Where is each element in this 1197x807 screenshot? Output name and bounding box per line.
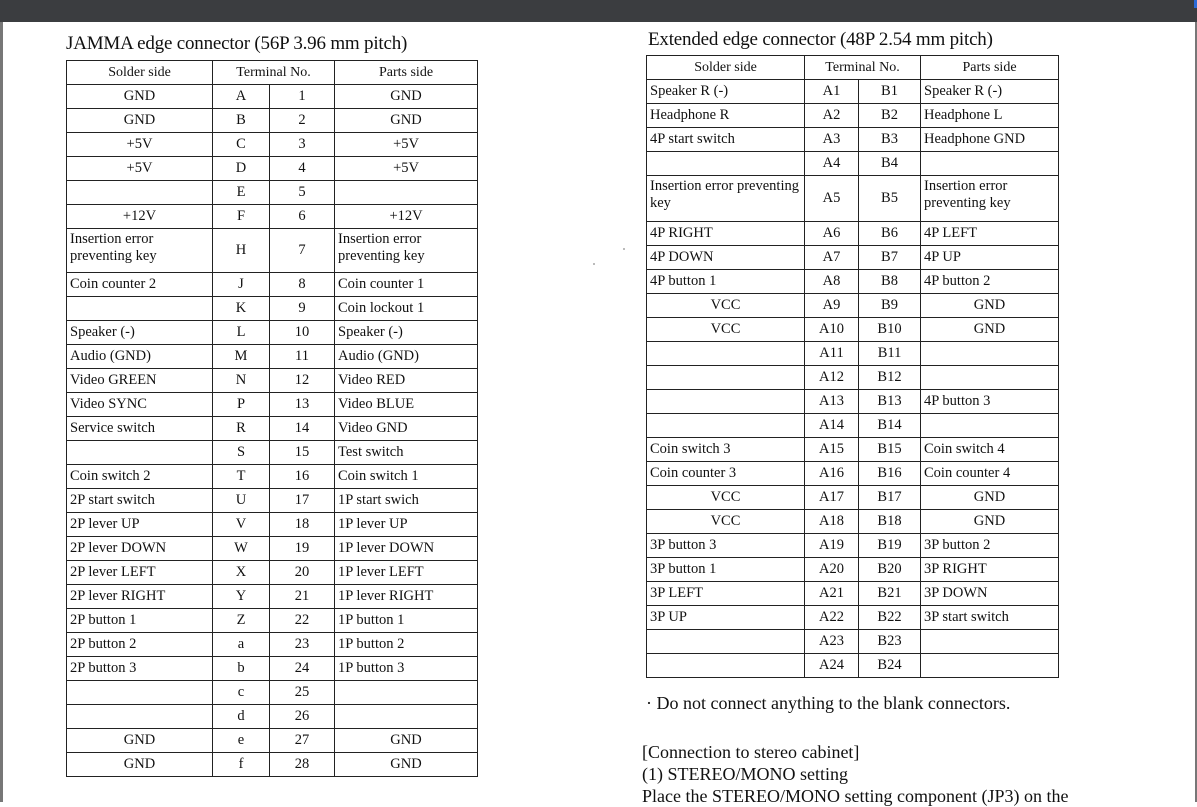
parts-side-cell: GND <box>335 729 478 753</box>
table-row <box>67 609 478 633</box>
terminal-cell: B19 <box>859 534 921 558</box>
solder-side-cell: VCC <box>647 486 805 510</box>
terminal-cell: 4 <box>270 157 335 181</box>
table-row <box>647 270 1059 294</box>
parts-side-cell <box>921 630 1059 654</box>
terminal-cell: B16 <box>859 462 921 486</box>
parts-side-cell: 3P RIGHT <box>921 558 1059 582</box>
table-row <box>647 630 1059 654</box>
parts-side-cell: GND <box>921 486 1059 510</box>
terminal-cell: A5 <box>805 176 859 222</box>
parts-side-cell: GND <box>335 109 478 133</box>
terminal-cell: A22 <box>805 606 859 630</box>
terminal-cell: 21 <box>270 585 335 609</box>
solder-side-cell: Video SYNC <box>67 393 213 417</box>
parts-side-cell <box>921 654 1059 678</box>
solder-side-cell: 4P RIGHT <box>647 222 805 246</box>
terminal-cell: B8 <box>859 270 921 294</box>
table-row <box>647 366 1059 390</box>
table-row <box>67 681 478 705</box>
parts-side-cell: Headphone GND <box>921 128 1059 152</box>
terminal-cell: 6 <box>270 205 335 229</box>
stereo-cabinet-heading: [Connection to stereo cabinet] <box>642 742 860 762</box>
terminal-cell: B24 <box>859 654 921 678</box>
parts-side-cell: Coin counter 4 <box>921 462 1059 486</box>
terminal-cell: 15 <box>270 441 335 465</box>
solder-side-cell: VCC <box>647 294 805 318</box>
parts-side-cell <box>335 705 478 729</box>
terminal-cell: A3 <box>805 128 859 152</box>
solder-side-cell: 3P LEFT <box>647 582 805 606</box>
solder-side-cell: 2P lever DOWN <box>67 537 213 561</box>
table-row <box>647 414 1059 438</box>
jamma-table-title: JAMMA edge connector (56P 3.96 mm pitch) <box>66 33 408 54</box>
parts-side-cell <box>921 414 1059 438</box>
solder-side-cell: 2P button 3 <box>67 657 213 681</box>
parts-side-cell: Coin switch 4 <box>921 438 1059 462</box>
terminal-cell: B2 <box>859 104 921 128</box>
solder-side-cell: Insertion error preventing key <box>647 176 805 222</box>
terminal-cell: B11 <box>859 342 921 366</box>
terminal-cell: A13 <box>805 390 859 414</box>
terminal-cell: N <box>213 369 270 393</box>
terminal-cell: 23 <box>270 633 335 657</box>
solder-side-cell: Coin switch 3 <box>647 438 805 462</box>
terminal-cell: B13 <box>859 390 921 414</box>
terminal-cell: A14 <box>805 414 859 438</box>
parts-side-cell: GND <box>335 85 478 109</box>
blank-connector-note: · Do not connect anything to the blank connectors. <box>646 693 1011 713</box>
terminal-cell: V <box>213 513 270 537</box>
solder-side-cell <box>647 152 805 176</box>
parts-side-cell: Video BLUE <box>335 393 478 417</box>
terminal-cell: A1 <box>805 80 859 104</box>
parts-side-cell: 4P LEFT <box>921 222 1059 246</box>
solder-side-cell: Speaker R (-) <box>647 80 805 104</box>
solder-side-cell: GND <box>67 729 213 753</box>
header-solder-side: Solder side <box>67 61 213 85</box>
terminal-cell: 1 <box>270 85 335 109</box>
table-row <box>67 345 478 369</box>
parts-side-cell: Insertion error preventing key <box>921 176 1059 222</box>
terminal-cell: A6 <box>805 222 859 246</box>
terminal-cell: B3 <box>859 128 921 152</box>
terminal-cell: e <box>213 729 270 753</box>
table-row <box>67 489 478 513</box>
table-row <box>67 753 478 777</box>
parts-side-cell: 1P button 3 <box>335 657 478 681</box>
solder-side-cell: VCC <box>647 510 805 534</box>
terminal-cell: 27 <box>270 729 335 753</box>
table-row <box>647 462 1059 486</box>
scan-speck <box>623 248 625 250</box>
terminal-cell: f <box>213 753 270 777</box>
table-row <box>67 729 478 753</box>
terminal-cell: A16 <box>805 462 859 486</box>
terminal-cell: A11 <box>805 342 859 366</box>
terminal-cell: A12 <box>805 366 859 390</box>
table-row <box>67 633 478 657</box>
table-row <box>67 297 478 321</box>
jamma-pinout-table <box>66 60 478 777</box>
terminal-cell: a <box>213 633 270 657</box>
terminal-cell: A4 <box>805 152 859 176</box>
terminal-cell: H <box>213 229 270 273</box>
extended-table-title: Extended edge connector (48P 2.54 mm pitch) <box>648 29 993 50</box>
terminal-cell: 8 <box>270 273 335 297</box>
terminal-cell: P <box>213 393 270 417</box>
table-row <box>647 654 1059 678</box>
parts-side-cell: GND <box>335 753 478 777</box>
terminal-cell: L <box>213 321 270 345</box>
solder-side-cell: 3P UP <box>647 606 805 630</box>
parts-side-cell: Speaker R (-) <box>921 80 1059 104</box>
parts-side-cell <box>921 152 1059 176</box>
terminal-cell: A24 <box>805 654 859 678</box>
solder-side-cell: Headphone R <box>647 104 805 128</box>
parts-side-cell: Test switch <box>335 441 478 465</box>
terminal-cell: 13 <box>270 393 335 417</box>
parts-side-cell: 3P button 2 <box>921 534 1059 558</box>
parts-side-cell: 1P start swich <box>335 489 478 513</box>
terminal-cell: A8 <box>805 270 859 294</box>
solder-side-cell: GND <box>67 753 213 777</box>
terminal-cell: T <box>213 465 270 489</box>
solder-side-cell: 2P lever LEFT <box>67 561 213 585</box>
parts-side-cell: GND <box>921 510 1059 534</box>
terminal-cell: W <box>213 537 270 561</box>
table-row <box>647 342 1059 366</box>
terminal-cell: S <box>213 441 270 465</box>
solder-side-cell <box>647 414 805 438</box>
terminal-cell: B15 <box>859 438 921 462</box>
terminal-cell: 24 <box>270 657 335 681</box>
page-left-border <box>0 22 3 802</box>
terminal-cell: B21 <box>859 582 921 606</box>
table-row <box>647 582 1059 606</box>
terminal-cell: A21 <box>805 582 859 606</box>
parts-side-cell: 1P lever DOWN <box>335 537 478 561</box>
table-row <box>647 104 1059 128</box>
terminal-cell: b <box>213 657 270 681</box>
table-row <box>647 390 1059 414</box>
parts-side-cell: Coin counter 1 <box>335 273 478 297</box>
viewer-toolbar <box>0 0 1197 22</box>
terminal-cell: B <box>213 109 270 133</box>
solder-side-cell: 3P button 1 <box>647 558 805 582</box>
parts-side-cell: 4P button 2 <box>921 270 1059 294</box>
parts-side-cell: 1P lever LEFT <box>335 561 478 585</box>
solder-side-cell: +5V <box>67 157 213 181</box>
terminal-cell: A <box>213 85 270 109</box>
table-row <box>67 85 478 109</box>
terminal-cell: A23 <box>805 630 859 654</box>
solder-side-cell: Video GREEN <box>67 369 213 393</box>
terminal-cell: M <box>213 345 270 369</box>
table-row <box>67 465 478 489</box>
solder-side-cell <box>647 342 805 366</box>
terminal-cell: 9 <box>270 297 335 321</box>
parts-side-cell: 3P DOWN <box>921 582 1059 606</box>
table-row <box>647 534 1059 558</box>
solder-side-cell: Insertion error preventing key <box>67 229 213 273</box>
parts-side-cell: 1P lever UP <box>335 513 478 537</box>
parts-side-cell: Speaker (-) <box>335 321 478 345</box>
terminal-cell: A20 <box>805 558 859 582</box>
solder-side-cell: 2P lever RIGHT <box>67 585 213 609</box>
parts-side-cell: Coin lockout 1 <box>335 297 478 321</box>
terminal-cell: Y <box>213 585 270 609</box>
table-row <box>647 510 1059 534</box>
terminal-cell: A15 <box>805 438 859 462</box>
terminal-cell: B6 <box>859 222 921 246</box>
solder-side-cell: Coin counter 3 <box>647 462 805 486</box>
terminal-cell: A9 <box>805 294 859 318</box>
solder-side-cell: 2P button 2 <box>67 633 213 657</box>
solder-side-cell: 4P start switch <box>647 128 805 152</box>
terminal-cell: D <box>213 157 270 181</box>
solder-side-cell: 2P button 1 <box>67 609 213 633</box>
terminal-cell: A18 <box>805 510 859 534</box>
table-row <box>67 441 478 465</box>
table-row <box>647 318 1059 342</box>
terminal-cell: R <box>213 417 270 441</box>
terminal-cell: B18 <box>859 510 921 534</box>
terminal-cell: A17 <box>805 486 859 510</box>
parts-side-cell: Video GND <box>335 417 478 441</box>
table-row <box>647 438 1059 462</box>
terminal-cell: K <box>213 297 270 321</box>
table-row <box>67 181 478 205</box>
solder-side-cell: Speaker (-) <box>67 321 213 345</box>
header-parts-side: Parts side <box>921 56 1059 80</box>
terminal-cell: J <box>213 273 270 297</box>
table-row <box>67 561 478 585</box>
terminal-cell: 17 <box>270 489 335 513</box>
table-row <box>67 205 478 229</box>
solder-side-cell <box>67 705 213 729</box>
terminal-cell: 10 <box>270 321 335 345</box>
terminal-cell: C <box>213 133 270 157</box>
terminal-cell: U <box>213 489 270 513</box>
solder-side-cell: 4P button 1 <box>647 270 805 294</box>
terminal-cell: F <box>213 205 270 229</box>
solder-side-cell <box>647 390 805 414</box>
parts-side-cell <box>335 181 478 205</box>
parts-side-cell: 3P start switch <box>921 606 1059 630</box>
table-row <box>67 229 478 273</box>
solder-side-cell: 3P button 3 <box>647 534 805 558</box>
terminal-cell: X <box>213 561 270 585</box>
terminal-cell: B5 <box>859 176 921 222</box>
terminal-cell: B23 <box>859 630 921 654</box>
solder-side-cell <box>67 297 213 321</box>
parts-side-cell: 1P button 2 <box>335 633 478 657</box>
terminal-cell: 22 <box>270 609 335 633</box>
solder-side-cell: +5V <box>67 133 213 157</box>
solder-side-cell: GND <box>67 109 213 133</box>
parts-side-cell <box>921 366 1059 390</box>
terminal-cell: E <box>213 181 270 205</box>
table-row <box>67 109 478 133</box>
terminal-cell: B7 <box>859 246 921 270</box>
terminal-cell: 20 <box>270 561 335 585</box>
table-row <box>67 321 478 345</box>
header-solder-side: Solder side <box>647 56 805 80</box>
parts-side-cell: 1P lever RIGHT <box>335 585 478 609</box>
terminal-cell: 25 <box>270 681 335 705</box>
solder-side-cell: +12V <box>67 205 213 229</box>
parts-side-cell: Headphone L <box>921 104 1059 128</box>
solder-side-cell: GND <box>67 85 213 109</box>
table-header-row <box>647 56 1059 80</box>
solder-side-cell: Coin switch 2 <box>67 465 213 489</box>
terminal-cell: 11 <box>270 345 335 369</box>
parts-side-cell <box>335 681 478 705</box>
parts-side-cell: 4P UP <box>921 246 1059 270</box>
table-row <box>67 705 478 729</box>
table-row <box>647 246 1059 270</box>
terminal-cell: 2 <box>270 109 335 133</box>
terminal-cell: 5 <box>270 181 335 205</box>
table-row <box>67 133 478 157</box>
terminal-cell: d <box>213 705 270 729</box>
table-row <box>647 294 1059 318</box>
parts-side-cell: 1P button 1 <box>335 609 478 633</box>
table-row <box>67 393 478 417</box>
parts-side-cell: Video RED <box>335 369 478 393</box>
parts-side-cell: +5V <box>335 133 478 157</box>
header-terminal-no: Terminal No. <box>213 61 335 85</box>
parts-side-cell: Audio (GND) <box>335 345 478 369</box>
terminal-cell: B1 <box>859 80 921 104</box>
terminal-cell: B4 <box>859 152 921 176</box>
parts-side-cell <box>921 342 1059 366</box>
solder-side-cell <box>67 441 213 465</box>
parts-side-cell: GND <box>921 294 1059 318</box>
terminal-cell: A7 <box>805 246 859 270</box>
table-row <box>647 606 1059 630</box>
table-row <box>647 152 1059 176</box>
stereo-mono-setting-heading: (1) STEREO/MONO setting <box>642 764 848 784</box>
scan-speck <box>593 263 595 265</box>
table-row <box>647 558 1059 582</box>
parts-side-cell: 4P button 3 <box>921 390 1059 414</box>
parts-side-cell: Coin switch 1 <box>335 465 478 489</box>
solder-side-cell <box>67 681 213 705</box>
terminal-cell: A10 <box>805 318 859 342</box>
table-row <box>67 585 478 609</box>
solder-side-cell: Service switch <box>67 417 213 441</box>
solder-side-cell: VCC <box>647 318 805 342</box>
terminal-cell: B20 <box>859 558 921 582</box>
solder-side-cell <box>647 366 805 390</box>
solder-side-cell <box>647 630 805 654</box>
table-row <box>647 222 1059 246</box>
solder-side-cell: 4P DOWN <box>647 246 805 270</box>
parts-side-cell: Insertion error preventing key <box>335 229 478 273</box>
terminal-cell: A19 <box>805 534 859 558</box>
table-row <box>67 369 478 393</box>
solder-side-cell <box>67 181 213 205</box>
table-row <box>67 513 478 537</box>
terminal-cell: 16 <box>270 465 335 489</box>
parts-side-cell: +12V <box>335 205 478 229</box>
header-terminal-no: Terminal No. <box>805 56 921 80</box>
terminal-cell: B22 <box>859 606 921 630</box>
table-row <box>67 273 478 297</box>
table-row <box>67 657 478 681</box>
terminal-cell: B17 <box>859 486 921 510</box>
table-row <box>67 537 478 561</box>
table-row <box>67 417 478 441</box>
terminal-cell: B9 <box>859 294 921 318</box>
solder-side-cell: Audio (GND) <box>67 345 213 369</box>
table-row <box>647 176 1059 222</box>
solder-side-cell: Coin counter 2 <box>67 273 213 297</box>
table-row <box>647 80 1059 104</box>
table-row <box>647 128 1059 152</box>
solder-side-cell <box>647 654 805 678</box>
terminal-cell: B14 <box>859 414 921 438</box>
parts-side-cell: GND <box>921 318 1059 342</box>
table-header-row <box>67 61 478 85</box>
terminal-cell: 18 <box>270 513 335 537</box>
header-parts-side: Parts side <box>335 61 478 85</box>
terminal-cell: B12 <box>859 366 921 390</box>
table-row <box>67 157 478 181</box>
extended-pinout-table <box>646 55 1059 678</box>
parts-side-cell: +5V <box>335 157 478 181</box>
terminal-cell: 3 <box>270 133 335 157</box>
terminal-cell: B10 <box>859 318 921 342</box>
terminal-cell: c <box>213 681 270 705</box>
terminal-cell: 14 <box>270 417 335 441</box>
terminal-cell: A2 <box>805 104 859 128</box>
table-row <box>647 486 1059 510</box>
terminal-cell: 12 <box>270 369 335 393</box>
stereo-mono-instruction: Place the STEREO/MONO setting component (JP3) on the <box>642 786 1069 806</box>
solder-side-cell: 2P lever UP <box>67 513 213 537</box>
terminal-cell: Z <box>213 609 270 633</box>
terminal-cell: 28 <box>270 753 335 777</box>
terminal-cell: 26 <box>270 705 335 729</box>
solder-side-cell: 2P start switch <box>67 489 213 513</box>
terminal-cell: 19 <box>270 537 335 561</box>
terminal-cell: 7 <box>270 229 335 273</box>
